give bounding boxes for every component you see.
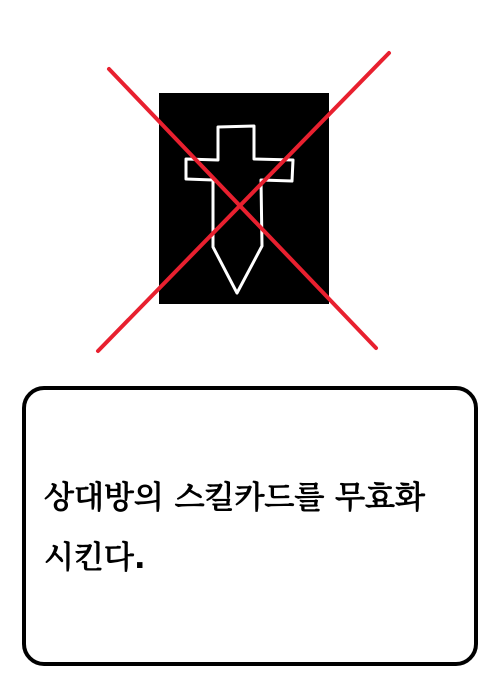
card-description: 상대방의 스킬카드를 무효화 시킨다.: [44, 480, 425, 576]
card-text-box: [22, 386, 478, 666]
